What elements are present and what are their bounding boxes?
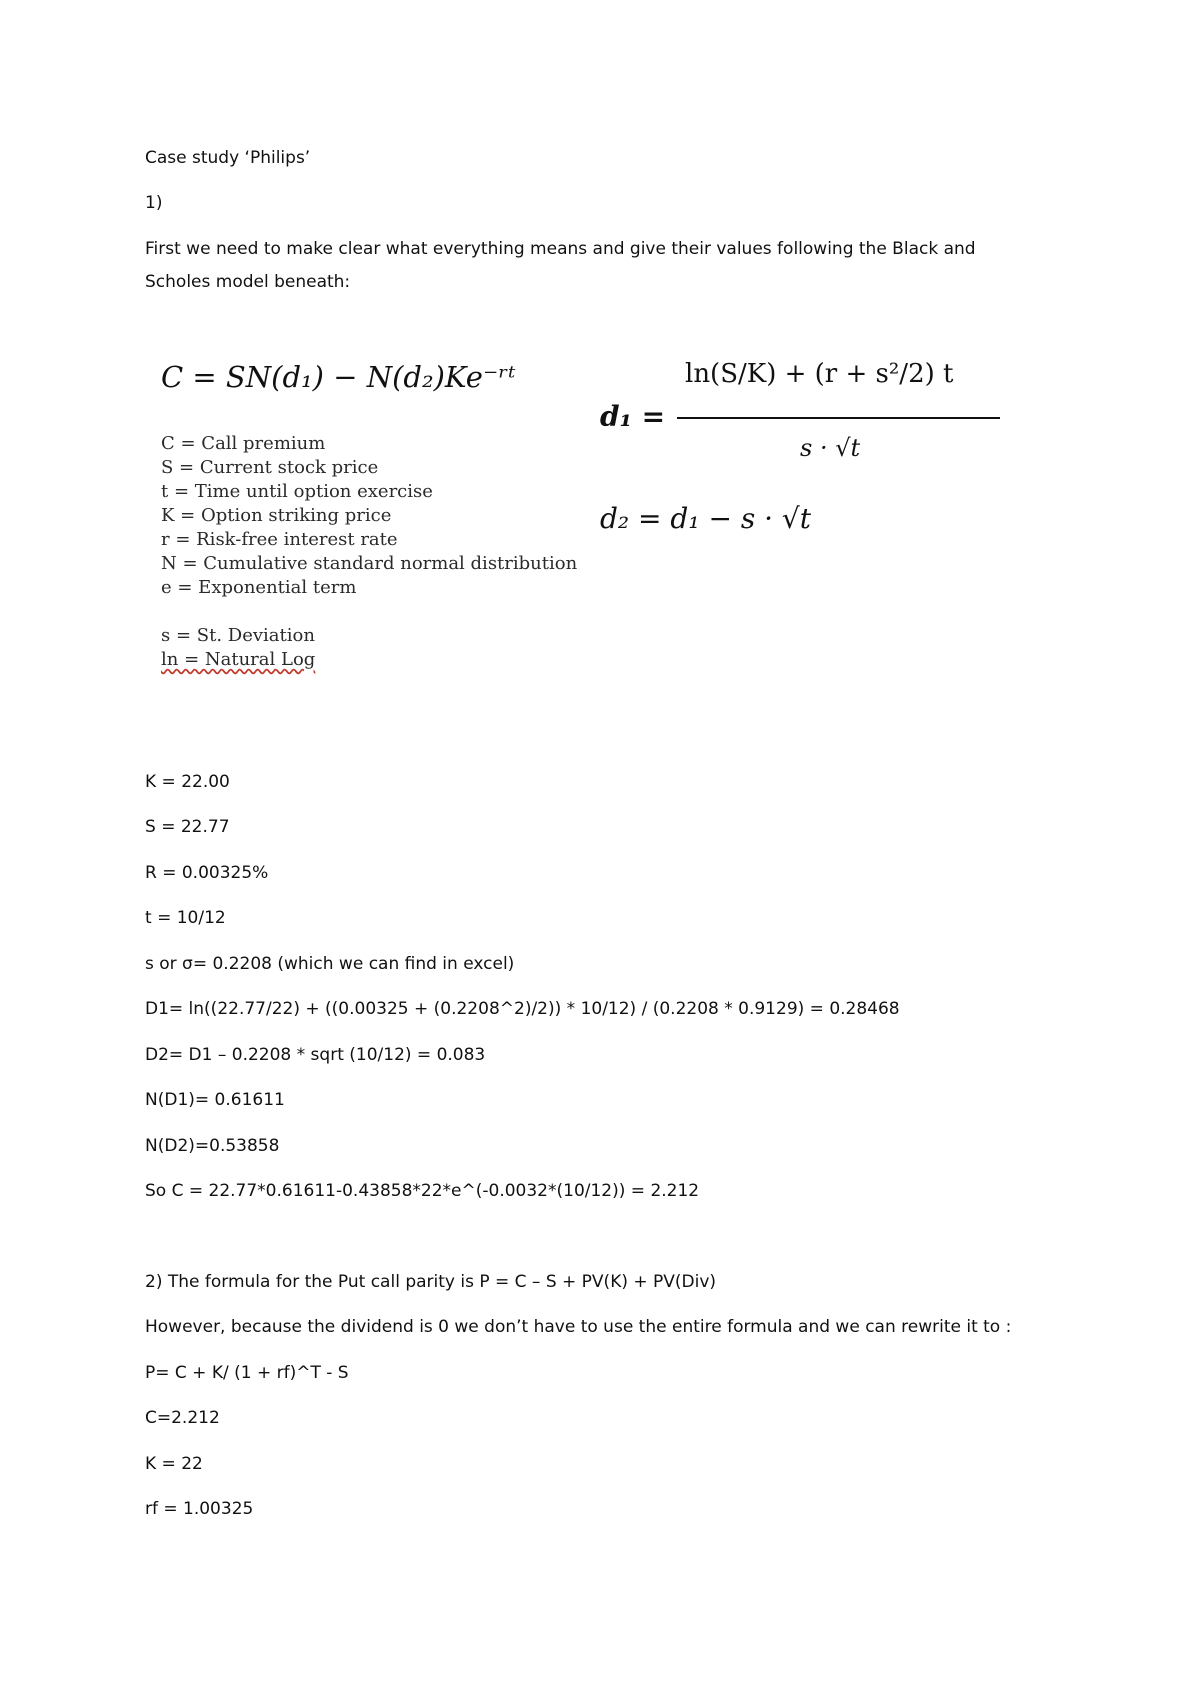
intro-line-1: First we need to make clear what everything means and give their values following the Black and	[145, 239, 976, 259]
value-line: s or σ= 0.2208 (which we can find in excel)	[145, 954, 515, 974]
value-line: S = 22.77	[145, 817, 230, 837]
section-2-line: C=2.212	[145, 1408, 220, 1428]
d-formulas	[145, 330, 1025, 685]
value-line: t = 10/12	[145, 908, 226, 928]
legend-item: t = Time until option exercise	[161, 481, 433, 502]
section-2-line: rf = 1.00325	[145, 1499, 254, 1519]
value-line: D1= ln((22.77/22) + ((0.00325 + (0.2208^2)/2)) * 10/12) / (0.2208 * 0.9129) = 0.28468	[145, 999, 900, 1019]
d1-label: d₁ =	[600, 400, 666, 433]
legend-item: K = Option striking price	[161, 505, 392, 526]
black-scholes-figure	[145, 330, 1025, 685]
section-2-line: However, because the dividend is 0 we don’t have to use the entire formula and we can rewrite it to :	[145, 1317, 1012, 1337]
intro-line-2: Scholes model beneath:	[145, 272, 351, 292]
section-2-line: 2) The formula for the Put call parity is P = C – S + PV(K) + PV(Div)	[145, 1272, 717, 1292]
legend-item: C = Call premium	[161, 433, 326, 454]
legend-item: s = St. Deviation	[161, 625, 315, 646]
value-line: K = 22.00	[145, 772, 230, 792]
d1-numerator: ln(S/K) + (r + s²/2) t	[685, 359, 954, 389]
document-title: Case study ‘Philips’	[145, 148, 311, 168]
legend-item: ln = Natural Log	[161, 649, 316, 670]
d1-denominator: s · √t	[800, 434, 861, 462]
call-formula: C = SN(d₁) − N(d₂)Ke⁻ʳᵗ	[161, 360, 516, 394]
section-2-line: K = 22	[145, 1454, 203, 1474]
value-line: So C = 22.77*0.61611-0.43858*22*e^(-0.0032*(10/12)) = 2.212	[145, 1181, 700, 1201]
legend-item: e = Exponential term	[161, 577, 357, 598]
value-line: N(D2)=0.53858	[145, 1136, 280, 1156]
value-line: N(D1)= 0.61611	[145, 1090, 285, 1110]
value-line: D2= D1 – 0.2208 * sqrt (10/12) = 0.083	[145, 1045, 486, 1065]
legend-item: N = Cumulative standard normal distribution	[161, 553, 578, 574]
section-2-line: P= C + K/ (1 + rf)^T - S	[145, 1363, 349, 1383]
legend-item: r = Risk-free interest rate	[161, 529, 398, 550]
legend-item: S = Current stock price	[161, 457, 379, 478]
value-line: R = 0.00325%	[145, 863, 269, 883]
section-1-number: 1)	[145, 193, 163, 213]
d2-formula: d₂ = d₁ − s · √t	[600, 502, 811, 535]
